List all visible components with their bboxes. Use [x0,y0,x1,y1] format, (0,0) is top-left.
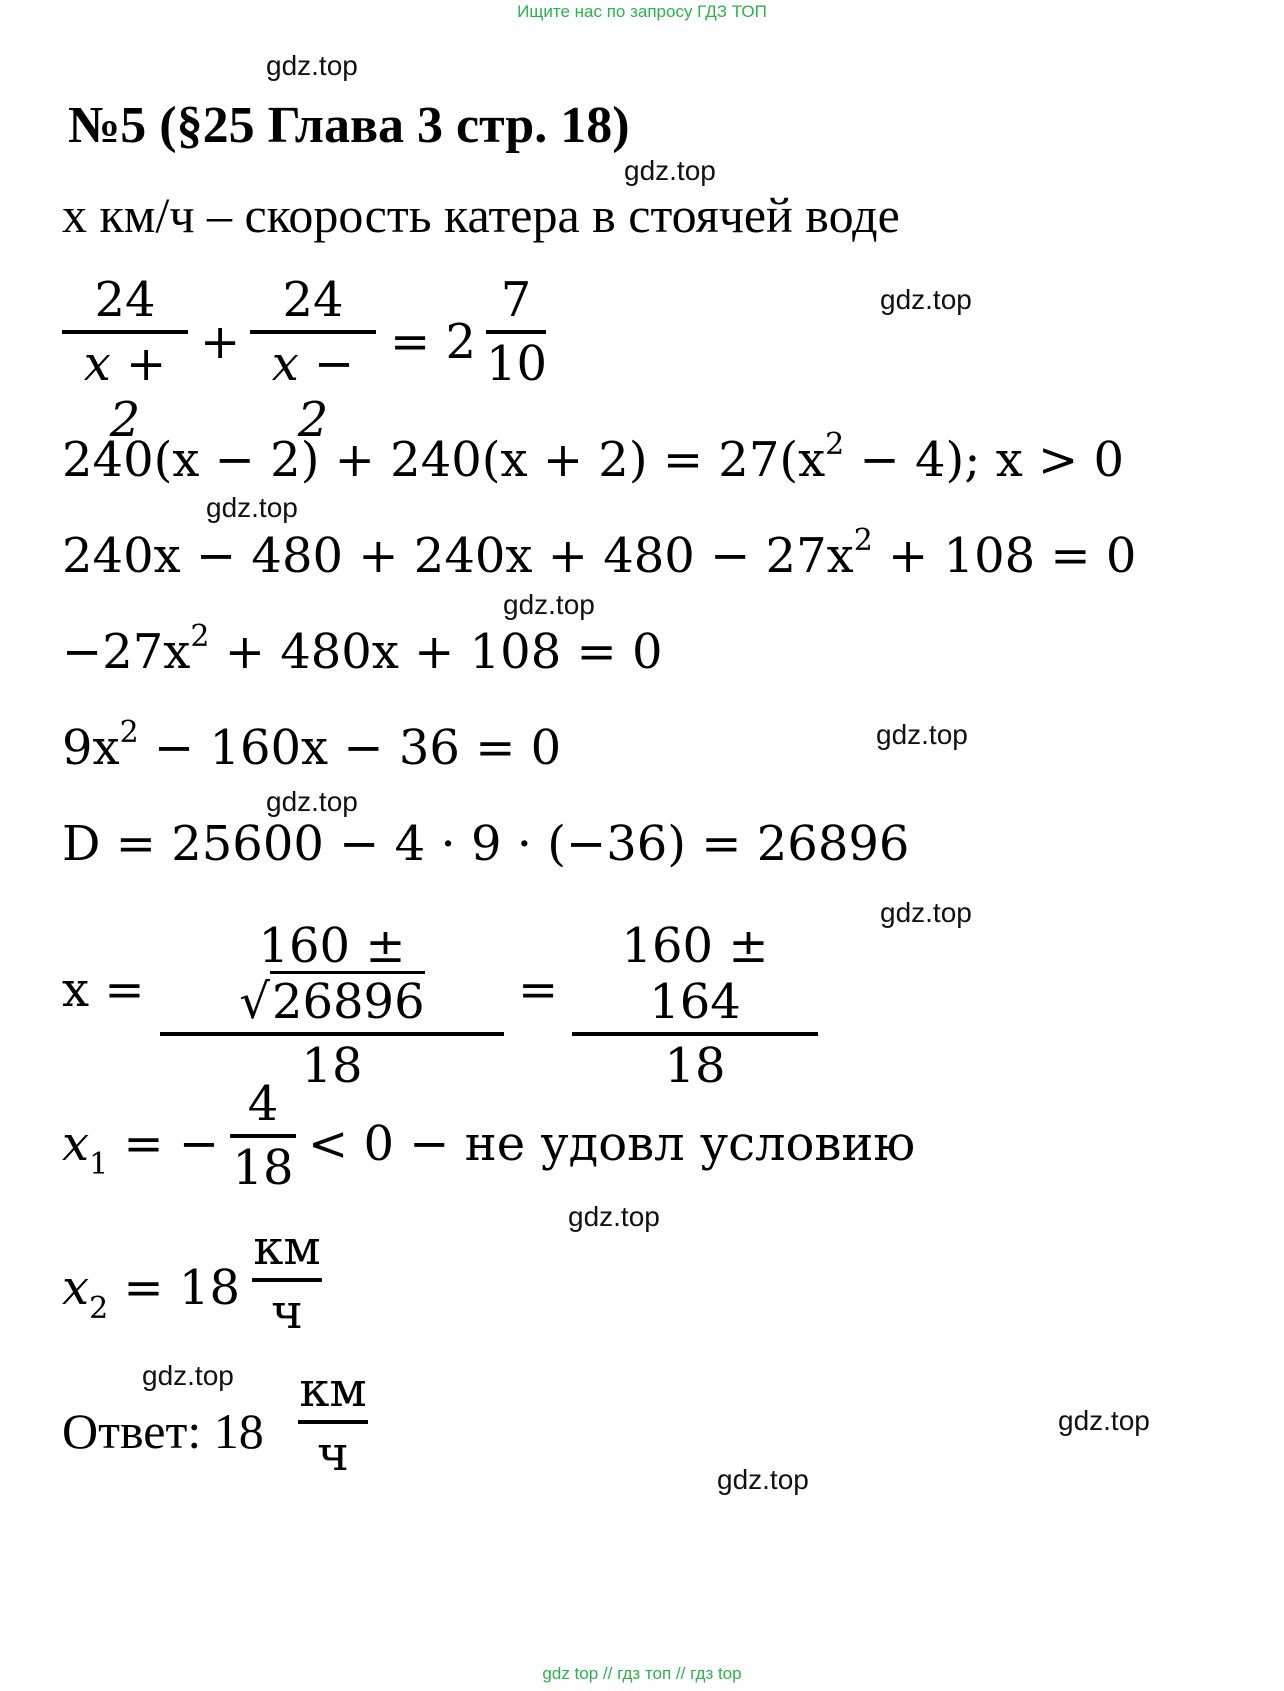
fraction-bar [486,330,546,334]
fraction-numerator: км [253,1220,321,1276]
fraction-numerator: 160 ± √26896 [239,918,425,1030]
fraction-bar [572,1032,818,1036]
equals-two: = 2 [390,314,477,370]
x1-label: $x_1$ = − [62,1116,220,1182]
fraction-denominator: x − 2 [271,336,355,448]
watermark: gdz.top [266,50,358,81]
unit-km-per-h [252,1220,322,1340]
watermark: gdz.top [568,1201,660,1232]
fraction-bar [252,1278,322,1282]
problem-title: №5 (§25 Глава 3 стр. 18) [68,97,630,154]
fraction-denominator: ч [317,1426,349,1482]
watermark: gdz.top [206,492,298,523]
discriminant: D = 25600 − 4 · 9 · (−36) = 26896 [62,816,910,872]
x1-rejection-note: < 0 − не удовл условию [308,1116,916,1172]
answer-unit-km-per-h [298,1362,368,1482]
fraction-denominator: 10 [486,336,548,392]
x2-label: $x_2 = 18$ [62,1260,240,1326]
fraction-bar [62,330,188,334]
roots-computed-fraction [572,918,818,1094]
fraction-numerator: 24 [282,272,344,328]
equation-simplified: $9x^2 - 160x - 36 = 0$ [62,715,562,776]
fraction-numerator: 7 [500,272,532,328]
watermark: gdz.top [717,1464,809,1495]
watermark: gdz.top [624,155,716,186]
x-equals: x = [62,962,145,1018]
fraction-numerator: 160 ± 164 [621,918,769,1030]
roots-formula-fraction [160,918,504,1094]
answer-label: Ответ: 18 [62,1403,264,1459]
fraction-numerator: 24 [94,272,156,328]
watermark: gdz.top [1058,1405,1150,1436]
watermark: gdz.top [266,786,358,817]
watermark: gdz.top [880,284,972,315]
top-search-note: Ищите нас по запросу ГДЗ ТОП [517,2,767,21]
variable-definition: x км/ч – скорость катера в стоячей воде [62,187,900,243]
fraction-denominator: x + 2 [83,336,167,448]
equals-sign: = [518,962,559,1018]
watermark: gdz.top [503,589,595,620]
watermark: gdz.top [880,897,972,928]
fraction-bar [250,330,376,334]
fraction-numerator: 4 [247,1076,279,1132]
fraction-denominator: 18 [232,1140,294,1196]
fraction-bar [298,1420,368,1424]
watermark: gdz.top [876,719,968,750]
watermark: gdz.top [142,1360,234,1391]
fraction-numerator: км [299,1362,367,1418]
equation-quadratic: $-27x^2 + 480x + 108 = 0$ [62,619,663,680]
fraction-4-over-18 [230,1076,296,1196]
fraction-24-over-x-plus-2 [62,272,188,448]
fraction-7-over-10 [486,272,546,392]
fraction-denominator: 18 [301,1038,363,1094]
fraction-denominator: 18 [664,1038,726,1094]
equation-expanded: $240(x - 2) + 240(x + 2) = 27(x^2 - 4)$; x > 0 [62,427,1125,488]
fraction-denominator: ч [271,1284,303,1340]
equation-open-brackets: $240x - 480 + 240x + 480 - 27x^2 + 108 = 0$ [62,523,1137,584]
fraction-bar [230,1134,296,1138]
plus-sign: + [200,314,241,370]
footer-links: gdz top // гдз топ // гдз top [542,1664,742,1683]
fraction-24-over-x-minus-2 [250,272,376,448]
fraction-bar [160,1032,504,1036]
